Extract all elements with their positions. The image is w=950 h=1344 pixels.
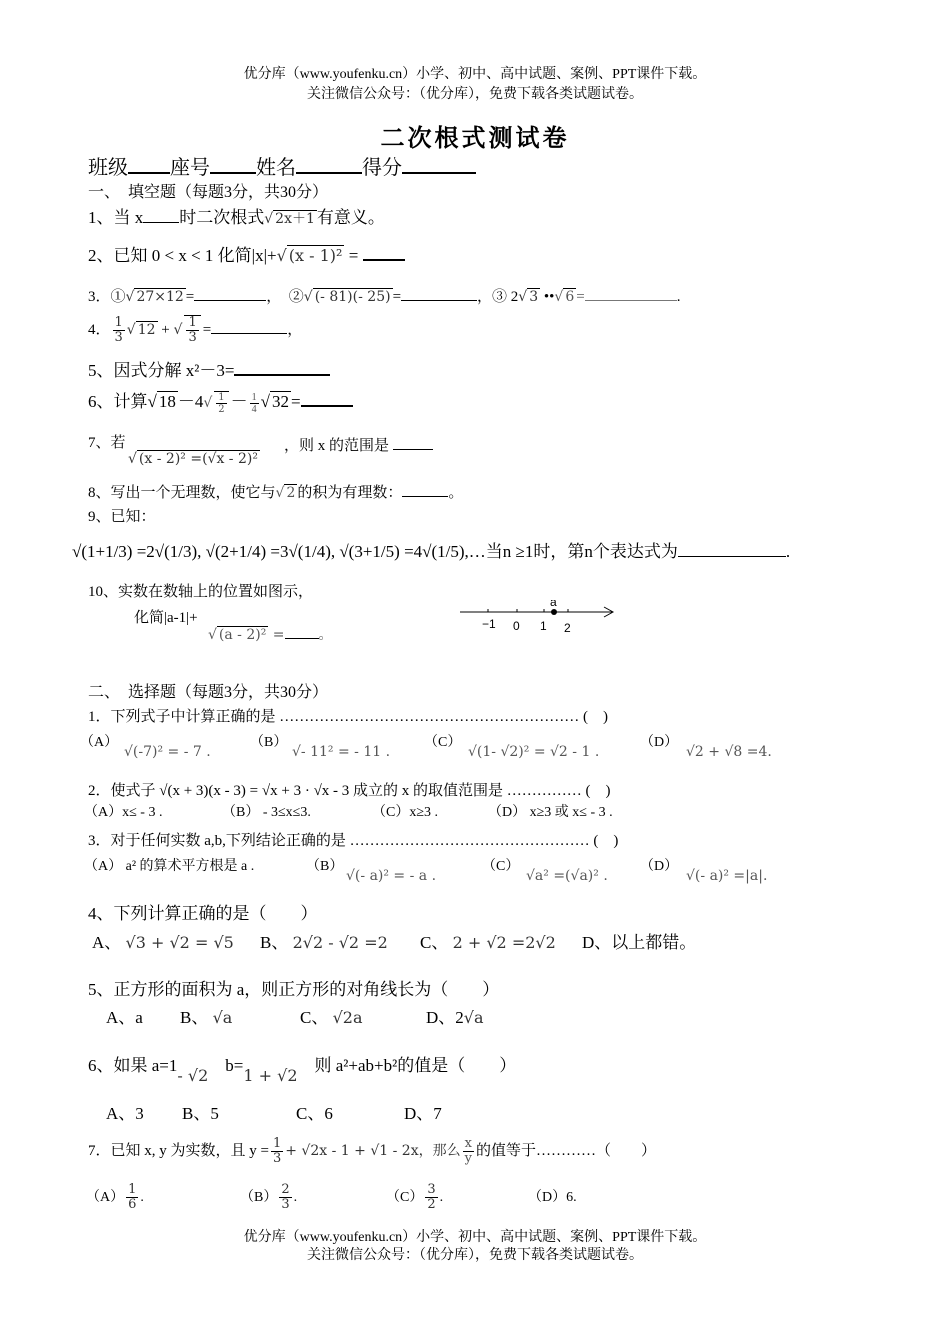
label-2: 2: [564, 621, 571, 635]
q2-radical: [277, 245, 345, 265]
c3-d-label: （D）: [640, 859, 679, 874]
q8-radical: [276, 484, 298, 501]
footer-line-2: 关注微信公众号：（优分库），免费下载各类试题试卷。: [307, 1248, 643, 1263]
point-a-dot: [551, 609, 557, 615]
c1-option-d-expr: √2 + √8 =4.: [686, 744, 772, 760]
question-4: 4． $\frac{1}{3}$ √ 12 + √ $\frac{1}{3}$ = ，: [88, 313, 302, 347]
c1-option-a-expr: √(-7)² = - 7 .: [124, 744, 211, 760]
q9-pre: 9、已知：: [88, 509, 156, 525]
q7-post: ，则 x 的范围是: [284, 438, 390, 454]
header-line-2: 关注微信公众号：（优分库），免费下载各类试题试卷。: [307, 87, 643, 102]
q2-expr: (x - 1)²: [288, 246, 343, 265]
q3-radical-1: [126, 288, 186, 305]
c4-c-expr: 2 + √2 =2√2: [452, 933, 556, 952]
q9-blank[interactable]: [678, 540, 786, 557]
q1-pre: 1、当 x: [88, 208, 144, 227]
c6-option-c: C、6: [296, 1104, 333, 1123]
c1-option-a: [80, 733, 118, 753]
c3-option-b-expr: √(- a)² = - a .: [346, 868, 437, 884]
q4-n1: 1: [114, 315, 123, 331]
name-label: 姓名: [256, 157, 296, 179]
q10-expr-row: √ (a - 2)² = 。: [208, 622, 333, 645]
c7-a-n: 1: [128, 1182, 137, 1198]
q3-eq-1: =: [185, 289, 195, 305]
c6-option-a: A、3: [106, 1104, 144, 1123]
q4-d1: 3: [114, 330, 123, 346]
q6-eq: =: [290, 392, 301, 411]
c1-a-label: （A）: [80, 735, 119, 750]
q6-radical-1: [148, 391, 178, 411]
q8-blank[interactable]: [402, 480, 448, 497]
seat-label: 座号: [170, 157, 210, 179]
choice-1-stem: 1．下列式子中计算正确的是 …………………………………………………… ( ): [88, 709, 608, 725]
q3-e2: (- 81)(- 25): [314, 289, 391, 305]
c6-option-d: D、7: [404, 1104, 442, 1123]
question-6: [88, 384, 353, 421]
q4-radical-1: [127, 321, 158, 338]
c5-option-c: [300, 1008, 363, 1028]
question-5: [88, 358, 330, 381]
q4-pre: 4．: [88, 322, 111, 338]
choice-2-stem: 2．使式子 √(x + 3)(x - 3) = √x + 3 · √x - 3 成立的 x 的取值范围是 …………… ( ): [88, 783, 611, 799]
q3-eq-3: =: [576, 289, 585, 305]
question-1: [88, 206, 385, 229]
q3-blank-1[interactable]: [194, 284, 266, 301]
question-3: 3．①√ 27×12 = ， ②√ (- 81)(- 25) = ，③ 2√ 3 ••√ 6 = .: [88, 284, 680, 307]
q10-blank[interactable]: [285, 622, 319, 639]
c7-xd: y: [464, 1151, 472, 1167]
q1-radical: [264, 210, 317, 227]
c6-stem-1: 6、如果 a=1: [88, 1056, 178, 1075]
q7-expr: (x - 2)² =(√x - 2)²: [138, 451, 258, 467]
c5-d-label: D、2: [426, 1008, 464, 1027]
footer-line-1: 优分库（www.youfenku.cn）小学、初中、高中试题、案例、PPT课件下载。: [243, 1230, 707, 1245]
c3-option-c: [482, 857, 519, 877]
c5-option-a: A、a: [106, 1008, 143, 1027]
score-label: 得分: [362, 157, 402, 179]
c7-xy-frac: [463, 1137, 474, 1166]
q3-mark-2: ②: [288, 289, 304, 305]
q6-radical-3: [261, 391, 291, 411]
c7-n: 1: [272, 1136, 282, 1152]
seat-blank[interactable]: [210, 156, 256, 174]
c4-option-d: D、以上都错。: [582, 933, 697, 952]
c4-b-expr: 2√2 - √2 =2: [292, 933, 388, 952]
q3-e4: 6: [565, 289, 575, 305]
c7-option-c: （C） $\frac{3}{2}$ .: [386, 1182, 444, 1213]
c2-option-c: （C）x≥3 .: [372, 805, 439, 820]
c7-a-frac: [126, 1183, 138, 1212]
c1-option-b: [250, 733, 287, 753]
c6-option-b: B、5: [182, 1104, 219, 1123]
number-line: [460, 600, 620, 641]
q6-d: 2: [218, 404, 225, 415]
q6-e1: 18: [158, 392, 176, 411]
q10-expr: (a - 2)²: [218, 627, 267, 643]
q8-pre: 8、写出一个无理数，使它与: [88, 485, 276, 501]
c7-xn: x: [464, 1136, 472, 1152]
q4-e1: 12: [137, 322, 156, 338]
c7-frac: [271, 1137, 283, 1166]
section-1-heading: 一、 填空题（每题3分，共30分）: [88, 184, 329, 201]
c6-expr-b: 1 + √2: [243, 1066, 298, 1085]
header-line-1: 优分库（www.youfenku.cn）小学、初中、高中试题、案例、PPT课件下载。: [243, 67, 707, 82]
q7-blank[interactable]: [393, 433, 433, 450]
c7-c-n: 3: [427, 1182, 436, 1198]
c4-option-b: [260, 933, 388, 953]
q1-post: 有意义。: [316, 208, 385, 227]
c7-stem-2: + √2x - 1 + √1 - 2x，那么: [285, 1143, 461, 1159]
q3-mark-3: ，③ 2: [477, 289, 519, 305]
q10-end: 。: [318, 627, 333, 643]
q4-frac-1: [113, 316, 125, 345]
choice-4-stem: 4、下列计算正确的是（ ）: [88, 904, 318, 923]
c7-c-d: 2: [427, 1197, 436, 1213]
c4-a-expr: √3 + √2 = √5: [125, 933, 234, 952]
q10-eq: =: [272, 627, 285, 643]
q3-radical-2: [304, 288, 393, 305]
q8-post: 的积为有理数：: [297, 485, 403, 501]
c5-d-expr: √a: [463, 1008, 484, 1027]
q6-blank[interactable]: [301, 389, 353, 407]
q8-end: 。: [448, 485, 464, 501]
number-line-svg: [460, 600, 620, 636]
c4-b-label: B、: [260, 933, 289, 952]
q5-text: 5、因式分解 x²－3=: [88, 361, 235, 380]
choice-7-stem: [88, 1133, 656, 1169]
q6-frac: [214, 391, 228, 415]
q3-end: .: [676, 289, 681, 305]
q8-expr: 2: [286, 485, 296, 501]
c3-option-c-expr: √a² =(√a)² .: [526, 868, 608, 884]
q3-e3: 3: [529, 289, 539, 305]
q9-expr-row: [72, 540, 790, 562]
q3-pre: 3．①: [88, 289, 126, 305]
c5-b-label: B、: [180, 1008, 209, 1027]
q4-n2: 1: [188, 315, 197, 330]
q3-radical-4: [554, 288, 576, 305]
q9-end: .: [785, 542, 791, 561]
question-8: [88, 480, 463, 503]
q4-frac-2: [184, 315, 200, 345]
q1-expr: 2x＋1: [275, 211, 315, 227]
c1-option-c-expr: √(1- √2)² = √2 - 1 .: [468, 744, 600, 760]
q9-expr: √(1+1/3) =2√(1/3), √(2+1/4) =3√(1/4), √(3+1/5) =4√(1/5),…当n ≥1时，第n个表达式为: [72, 542, 678, 561]
c5-b-expr: √a: [212, 1008, 233, 1027]
c3-c-label: （C）: [482, 859, 520, 874]
q7-pre: 7、若: [88, 435, 126, 451]
c2-option-d: （D） x≥3 或 x≤ - 3 .: [488, 805, 613, 820]
question-9: [88, 507, 156, 527]
c3-option-d-expr: √(- a)² =|a|.: [686, 868, 768, 884]
c7-stem-1: 7．已知 x, y 为实数，且 y =: [88, 1143, 269, 1159]
c1-option-c: [424, 733, 461, 753]
q7-post-row: [284, 433, 433, 456]
score-blank[interactable]: [402, 156, 476, 174]
name-blank[interactable]: [296, 156, 362, 174]
q10-pre: 10、实数在数轴上的位置如图示，: [88, 584, 314, 600]
q10-simplify-row: [134, 608, 198, 628]
point-a-label: a: [550, 600, 557, 609]
q6-minus: －: [230, 392, 248, 411]
c7-a-label: （A）: [86, 1190, 125, 1205]
question-7: [88, 433, 126, 453]
c7-b-frac: [279, 1183, 291, 1212]
q6-n2: 1: [251, 391, 257, 403]
c7-stem-3: 的值等于…………（ ）: [475, 1143, 656, 1159]
q3-radical-3: [518, 288, 540, 305]
q6-d2: 4: [251, 403, 257, 415]
c7-option-a: （A） $\frac{1}{6}$ .: [86, 1182, 144, 1213]
q10-simp: 化简|a-1|+: [134, 610, 198, 626]
c7-option-b: （B） $\frac{2}{3}$ .: [240, 1182, 298, 1213]
q3-blank-2[interactable]: [401, 284, 477, 301]
q4-blank[interactable]: [211, 317, 287, 334]
choice-3-stem: 3．对于任何实数 a,b,下列结论正确的是 ………………………………………… ( ): [88, 833, 619, 849]
c3-option-d: [640, 857, 678, 877]
c6-stem-2: b=: [225, 1056, 244, 1075]
q3-eq-2: =: [392, 289, 402, 305]
c5-c-expr: √2a: [332, 1008, 363, 1027]
c1-c-label: （C）: [424, 735, 462, 750]
q4-radical-2: √ $\frac{1}{3}$: [174, 322, 203, 338]
c7-c-frac: [425, 1183, 437, 1212]
section-2-heading: 二、 选择题（每题3分，共30分）: [88, 684, 329, 701]
label-1: 1: [540, 619, 547, 633]
q1-blank[interactable]: [143, 206, 179, 223]
q6-n: 1: [218, 392, 225, 403]
q6-e3: 32: [271, 392, 289, 411]
q3-blank-3[interactable]: [585, 284, 677, 301]
c7-d: 3: [272, 1151, 282, 1167]
q2-pre: 2、已知 0 < x < 1 化简|x|+: [88, 246, 277, 265]
choice-5-stem: 5、正方形的面积为 a，则正方形的对角线长为（ ）: [88, 980, 500, 999]
c1-option-b-expr: √- 11² = - 11 .: [292, 744, 391, 760]
c6-stem-3: 则 a²+ab+b²的值是（ ）: [314, 1056, 517, 1075]
student-info: [88, 156, 476, 180]
c5-option-d: [426, 1008, 484, 1028]
c3-b-label: （B）: [306, 859, 344, 874]
c7-b-n: 2: [281, 1182, 290, 1198]
c7-c-label: （C）: [386, 1190, 424, 1205]
c4-option-a: [92, 933, 234, 953]
q3-e1: 27×12: [136, 289, 184, 305]
q6-minus-4: －4: [177, 392, 204, 411]
c4-a-label: A、: [92, 933, 122, 952]
page-title: 二次根式测试卷: [380, 124, 570, 152]
c4-c-label: C、: [420, 933, 449, 952]
c7-b-label: （B）: [240, 1190, 278, 1205]
class-blank[interactable]: [128, 156, 170, 174]
question-2: [88, 243, 405, 266]
q7-expr-row: √ (x - 2)² =(√x - 2)²: [128, 451, 258, 467]
q5-blank[interactable]: [234, 358, 330, 376]
c1-b-label: （B）: [250, 735, 288, 750]
c7-b-d: 3: [281, 1197, 290, 1213]
c4-option-c: [420, 933, 556, 953]
c3-option-b: [306, 857, 343, 877]
c1-option-d: [640, 733, 678, 753]
q2-blank[interactable]: [363, 243, 405, 261]
label-0: 0: [513, 619, 520, 633]
q6-radical-2: √ $\frac{1}{2}$: [203, 395, 230, 411]
choice-6-stem: [88, 1056, 517, 1085]
c5-c-label: C、: [300, 1008, 329, 1027]
q4-end: ，: [287, 322, 303, 338]
question-10: [88, 582, 313, 602]
c2-option-b: （B） - 3≤x≤3.: [222, 805, 311, 820]
c7-a-d: 6: [128, 1197, 137, 1213]
q4-d2: 3: [188, 330, 197, 345]
c7-option-d: （D）6.: [528, 1190, 577, 1205]
c2-option-a: （A）x≤ - 3 .: [84, 805, 163, 820]
q2-post: =: [348, 246, 359, 265]
c5-option-b: [180, 1008, 232, 1028]
q6-frac-2: [250, 392, 259, 415]
class-label: 班级: [88, 157, 128, 179]
label-neg1: −1: [482, 617, 496, 631]
c3-option-a: （A） a² 的算术平方根是 a .: [84, 859, 255, 874]
q1-mid: 时二次根式: [179, 208, 265, 227]
q4-eq: =: [202, 322, 212, 338]
q3-dots: ••: [543, 289, 555, 305]
c1-d-label: （D）: [640, 735, 679, 750]
q6-pre: 6、计算: [88, 392, 148, 411]
c6-expr-a: - √2: [177, 1066, 209, 1085]
